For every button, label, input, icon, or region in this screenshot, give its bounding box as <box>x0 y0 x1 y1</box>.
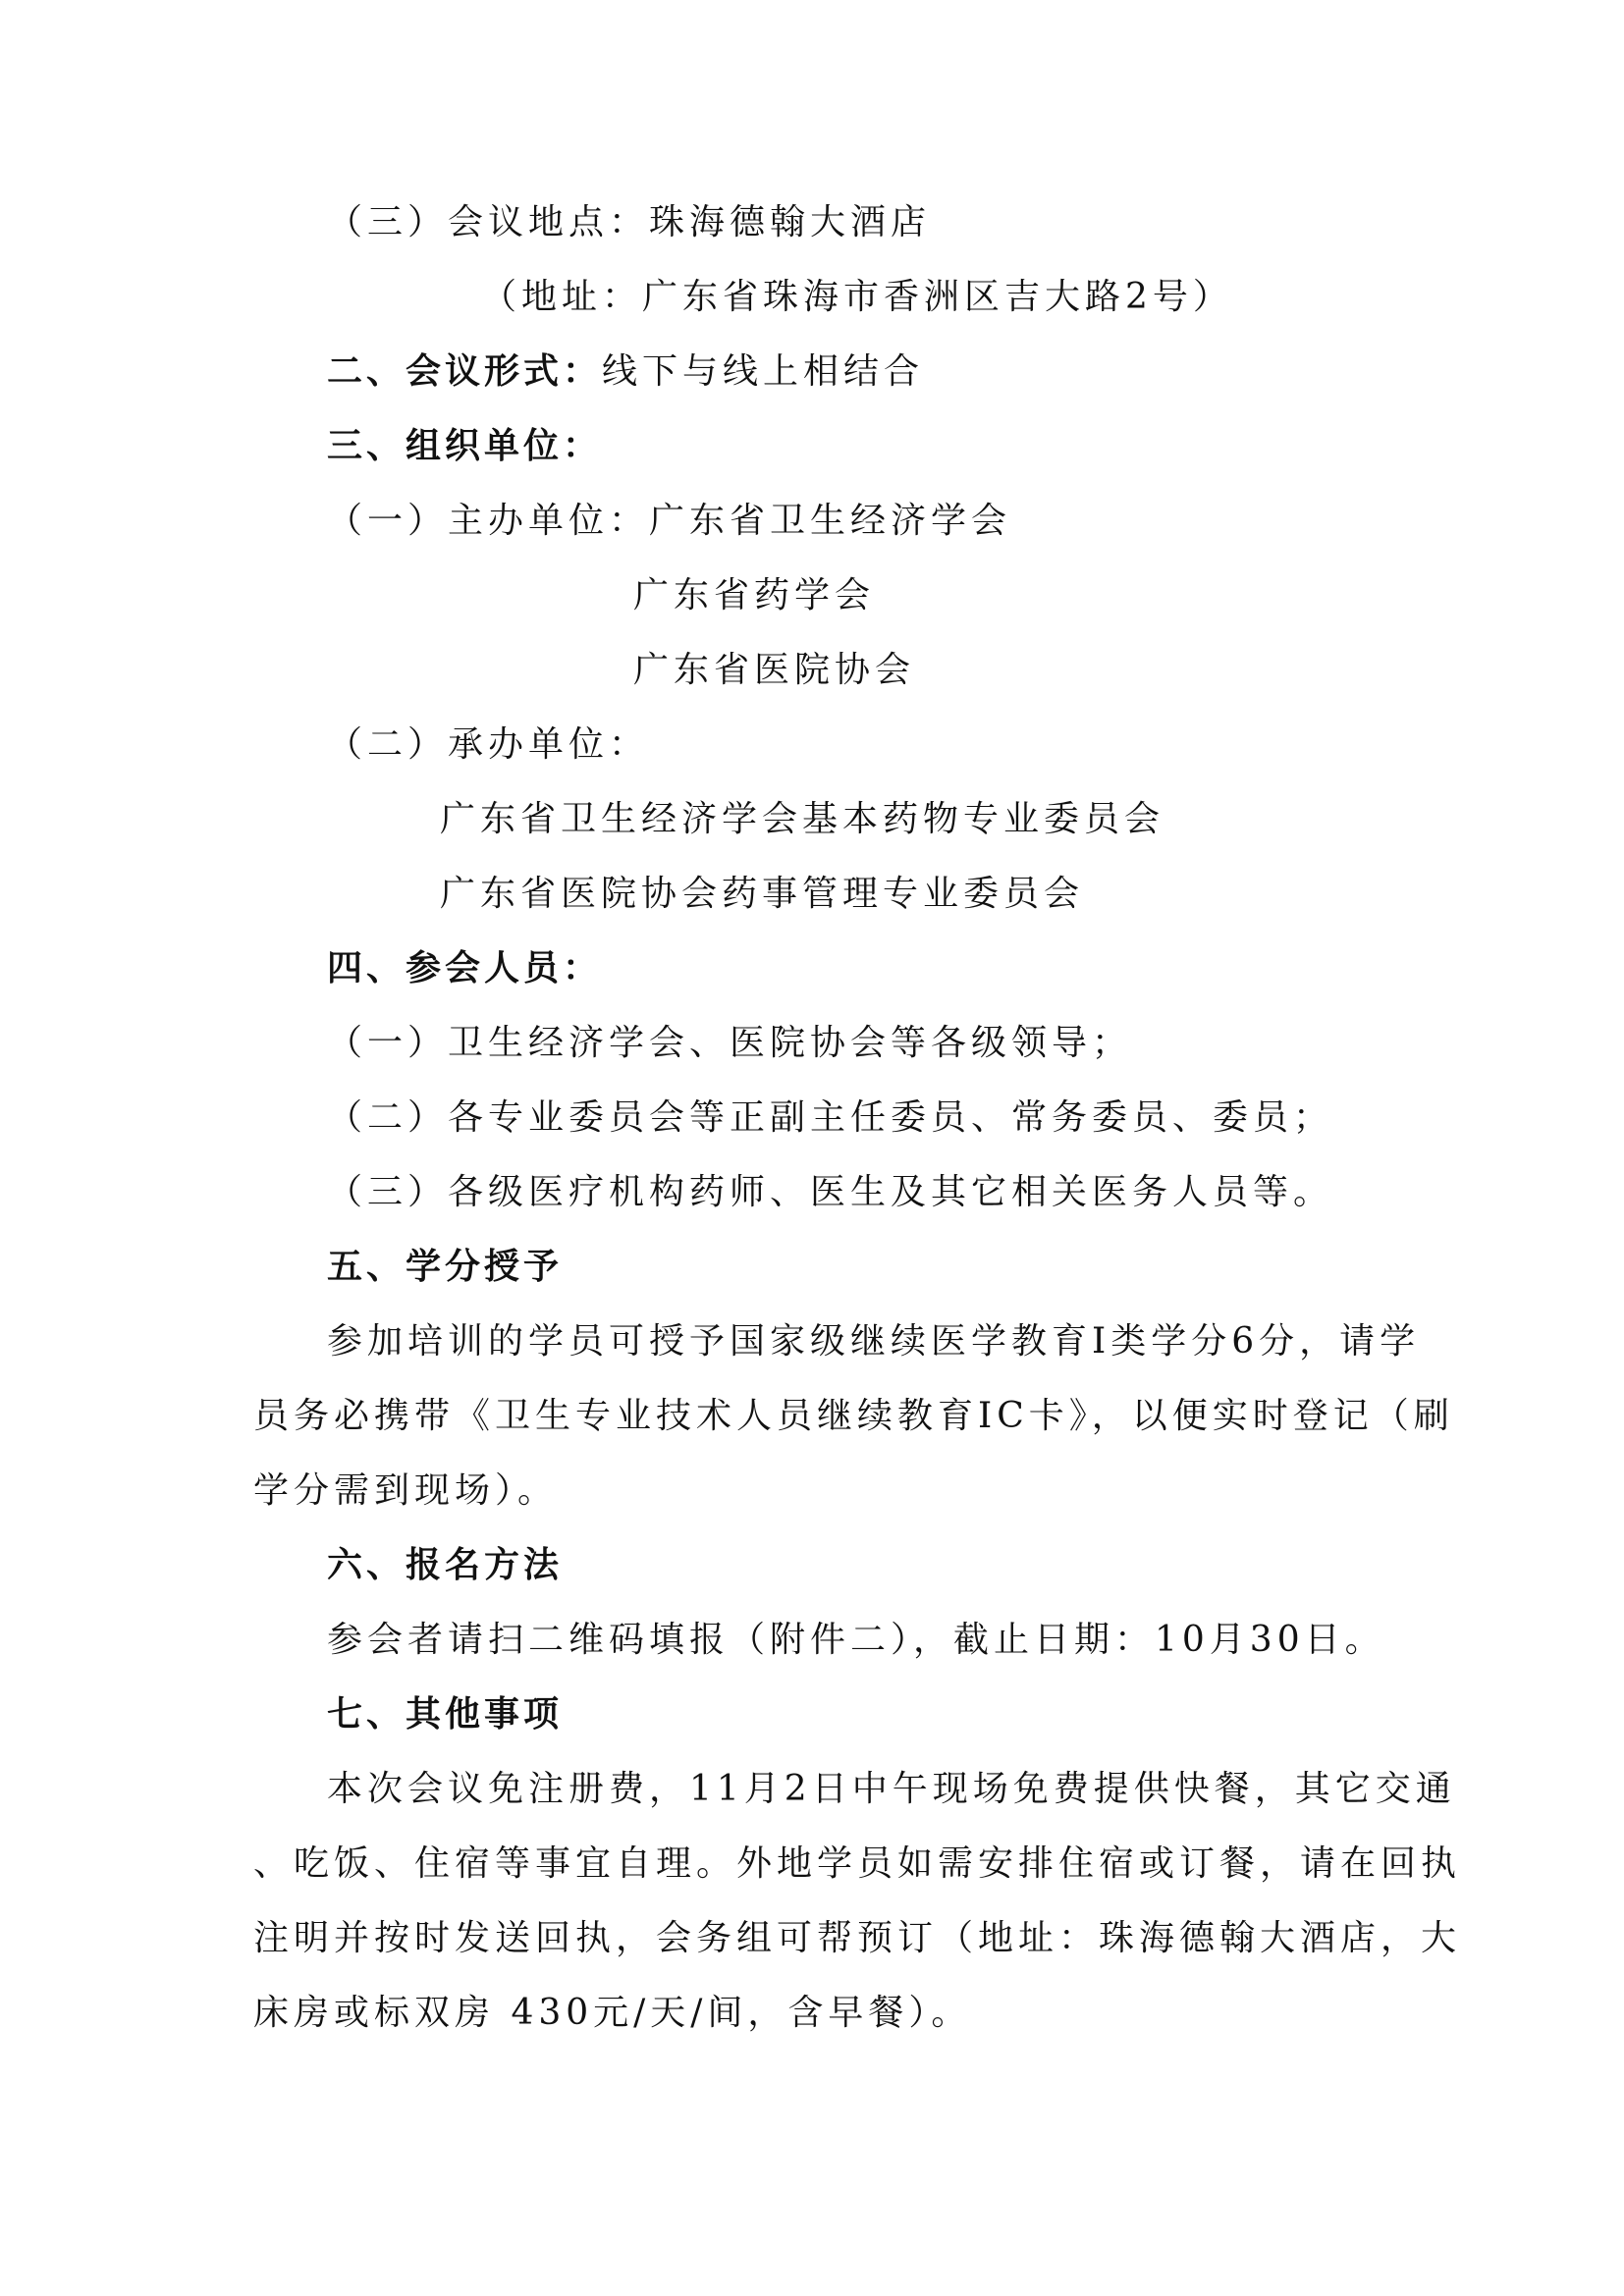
credits-line: 参加培训的学员可授予国家级继续医学教育Ⅰ类学分6分，请学 <box>327 1321 1421 1362</box>
section-heading-attendees: 四、参会人员： <box>327 948 603 988</box>
host-unit-line: （一）主办单位：广东省卫生经济学会 <box>327 501 1012 541</box>
credits-line: 学分需到现场）。 <box>253 1470 559 1511</box>
meeting-form-text: 线下与线上相结合 <box>602 351 925 392</box>
other-line: 床房或标双房 430元/天/间，含早餐）。 <box>253 1993 972 2033</box>
other-line: 、吃饭、住宿等事宜自理。外地学员如需安排住宿或订餐，请在回执 <box>253 1843 1462 1884</box>
other-line: 本次会议免注册费，11月2日中午现场免费提供快餐，其它交通 <box>327 1769 1456 1809</box>
other-line: 注明并按时发送回执，会务组可帮预订（地址：珠海德翰大酒店，大 <box>253 1918 1462 1958</box>
attendee-item: （一）卫生经济学会、医院协会等各级领导； <box>327 1023 1133 1063</box>
meeting-address-line: （地址：广东省珠海市香洲区吉大路2号） <box>481 277 1233 317</box>
host-unit-2: 广东省药学会 <box>633 575 876 615</box>
attendee-item: （三）各级医疗机构药师、医生及其它相关医务人员等。 <box>327 1172 1334 1212</box>
section-heading-credits: 五、学分授予 <box>327 1247 564 1287</box>
attendee-item: （二）各专业委员会等正副主任委员、常务委员、委员； <box>327 1097 1334 1138</box>
co-organizer-label: （二）承办单位： <box>327 724 650 765</box>
credits-line: 员务必携带《卫生专业技术人员继续教育IC卡》，以便实时登记（刷 <box>253 1396 1454 1436</box>
meeting-form-line <box>327 347 924 397</box>
host-unit-3: 广东省医院协会 <box>633 650 916 690</box>
co-organizer-2: 广东省医院协会药事管理专业委员会 <box>440 874 1085 914</box>
section-heading-other: 七、其他事项 <box>327 1694 564 1735</box>
co-organizer-1: 广东省卫生经济学会基本药物专业委员会 <box>440 799 1165 839</box>
meeting-venue-line: （三）会议地点：珠海德翰大酒店 <box>327 202 932 242</box>
section-heading-registration: 六、报名方法 <box>327 1545 564 1585</box>
section-heading-organizers: 三、组织单位： <box>327 426 603 466</box>
registration-text: 参会者请扫二维码填报（附件二），截止日期：10月30日。 <box>327 1620 1385 1660</box>
section-heading-form: 二、会议形式： <box>327 351 603 392</box>
